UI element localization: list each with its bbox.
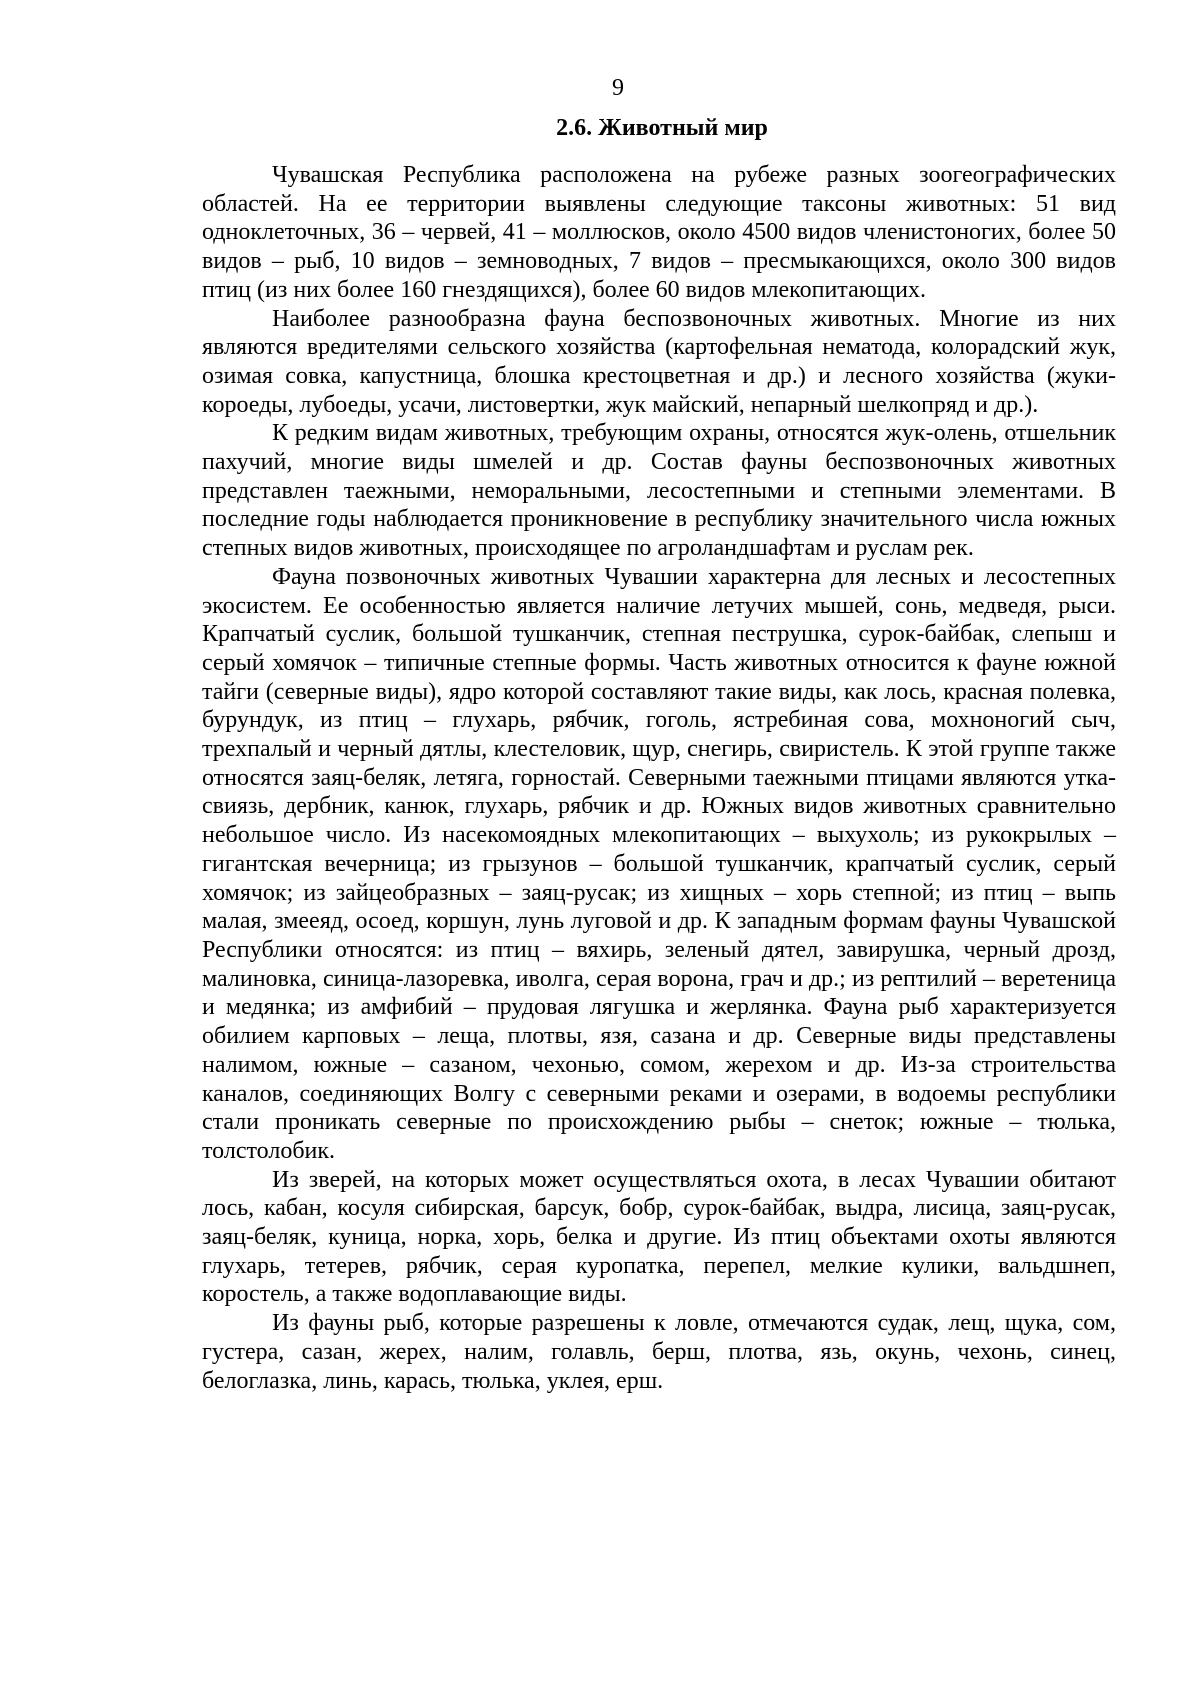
paragraph: Из зверей, на которых может осуществляться охота, в лесах Чувашии обитают лось, кабан, косуля сибирская, барсук, бобр, сурок-байбак, выдра, лисица, заяц-русак, заяц-беляк, куница, норка, хорь, белка и другие. Из птиц объектами охоты являются глухарь, тетерев, рябчик, серая куропатка, перепел, мелкие кулики, вальдшнеп, коростель, а также водоплавающие виды. (202, 1166, 1116, 1308)
paragraph: Наиболее разнообразна фауна беспозвоночных животных. Многие из них являются вредителями сельского хозяйства (картофельная нематода, колорадский жук, озимая совка, капустница, блошка крестоцветная и др.) и лесного хозяйства (жуки-короеды, лубоеды, усачи, листовертки, жук майский, непарный шелкопряд и др.). (202, 305, 1116, 418)
section-heading: 2.6. Животный мир (556, 115, 768, 141)
page-number: 9 (612, 75, 624, 101)
paragraph: К редким видам животных, требующим охраны, относятся жук-олень, отшельник пахучий, многие виды шмелей и др. Состав фауны беспозвоночных животных представлен таежными, неморальными, лесостепными и степными элементами. В последние годы наблюдается проникновение в республику значительного числа южных степных видов животных, происходящее по агроландшафтам и руслам рек. (202, 420, 1116, 562)
body-text (202, 161, 1116, 1395)
paragraph: Фауна позвоночных животных Чувашии характерна для лесных и лесостепных экосистем. Ее особенностью является наличие летучих мышей, сонь, медведя, рыси. Крапчатый суслик, большой тушканчик, степная пеструшка, сурок-байбак, слепыш и серый хомячок – типичные степные формы. Часть животных относится к фауне южной тайги (северные виды), ядро которой составляют такие виды, как лось, красная полевка, бурундук, из птиц – глухарь, рябчик, гоголь, ястребиная сова, мохноногий сыч, трехпалый и черный дятлы, клестеловик, щур, снегирь, свиристель. К этой группе также относятся заяц-беляк, летяга, горностай. Северными таежными птицами являются утка-свиязь, дербник, канюк, глухарь, рябчик и др. Южных видов животных сравнительно небольшое число. Из насекомоядных млекопитающих – выхухоль; из рукокрылых – гигантская вечерница; из грызунов – большой тушканчик, крапчатый суслик, серый хомячок; из зайцеобразных – заяц-русак; из хищных – хорь степной; из птиц – выпь малая, змееяд, осоед, коршун, лунь луговой и др. К западным формам фауны Чувашской Республики относятся: из птиц – вяхирь, зеленый дятел, завирушка, черный дрозд, малиновка, синица-лазоревка, иволга, серая ворона, грач и др.; из рептилий – веретеница и медянка; из амфибий – прудовая лягушка и жерлянка. Фауна рыб характеризуется обилием карповых – леща, плотвы, язя, сазана и др. Северные виды представлены налимом, южные – сазаном, чехонью, сомом, жерехом и др. Из-за строительства каналов, соединяющих Волгу с северными реками и озерами, в водоемы республики стали проникать северные по происхождению рыбы – снеток; южные – тюлька, толстолобик. (202, 563, 1116, 1164)
paragraph: Из фауны рыб, которые разрешены к ловле, отмечаются судак, лещ, щука, сом, густера, сазан, жерех, налим, голавль, берш, плотва, язь, окунь, чехонь, синец, белоглазка, линь, карась, тюлька, уклея, ерш. (202, 1310, 1116, 1394)
paragraph: Чувашская Республика расположена на рубеже разных зоогеографических областей. На ее территории выявлены следующие таксоны животных: 51 вид одноклеточных, 36 – червей, 41 – моллюсков, около 4500 видов членистоногих, более 50 видов – рыб, 10 видов – земноводных, 7 видов – пресмыкающихся, около 300 видов птиц (из них более 160 гнездящихся), более 60 видов млекопитающих. (202, 162, 1116, 303)
